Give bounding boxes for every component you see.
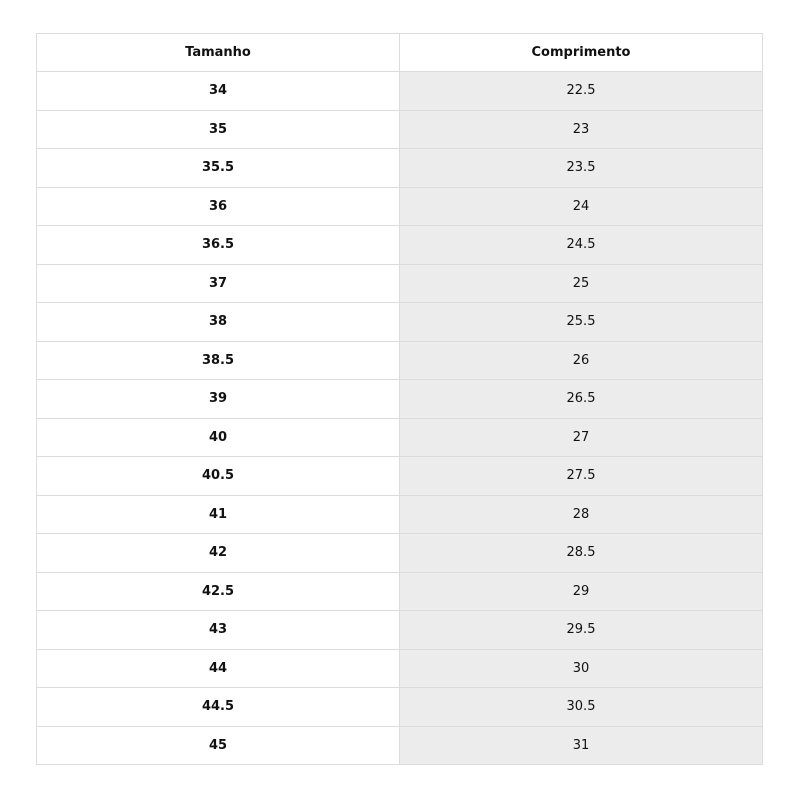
length-cell: 25.5 — [400, 303, 763, 342]
table-row — [37, 611, 763, 650]
size-chart-table — [36, 33, 763, 765]
length-cell: 29.5 — [400, 611, 763, 650]
size-cell: 45 — [37, 726, 400, 765]
size-cell: 44.5 — [37, 688, 400, 727]
size-cell: 40 — [37, 418, 400, 457]
length-cell: 23.5 — [400, 149, 763, 188]
table-row — [37, 534, 763, 573]
table-row — [37, 418, 763, 457]
size-cell: 39 — [37, 380, 400, 419]
length-cell: 25 — [400, 264, 763, 303]
table-row — [37, 264, 763, 303]
table-row — [37, 688, 763, 727]
table-row — [37, 726, 763, 765]
table-row — [37, 341, 763, 380]
table-row — [37, 572, 763, 611]
table-row — [37, 110, 763, 149]
size-cell: 42 — [37, 534, 400, 573]
header-row — [37, 34, 763, 72]
table-row — [37, 72, 763, 111]
length-cell: 27 — [400, 418, 763, 457]
table-header — [37, 34, 763, 72]
size-cell: 37 — [37, 264, 400, 303]
table-row — [37, 303, 763, 342]
length-cell: 26 — [400, 341, 763, 380]
length-cell: 22.5 — [400, 72, 763, 111]
length-cell: 26.5 — [400, 380, 763, 419]
length-cell: 23 — [400, 110, 763, 149]
size-cell: 44 — [37, 649, 400, 688]
size-cell: 38.5 — [37, 341, 400, 380]
length-cell: 29 — [400, 572, 763, 611]
length-cell: 24 — [400, 187, 763, 226]
length-cell: 30.5 — [400, 688, 763, 727]
length-cell: 28 — [400, 495, 763, 534]
table-row — [37, 649, 763, 688]
size-cell: 35.5 — [37, 149, 400, 188]
table-body — [37, 72, 763, 765]
size-cell: 35 — [37, 110, 400, 149]
table-row — [37, 187, 763, 226]
table-row — [37, 149, 763, 188]
size-cell: 41 — [37, 495, 400, 534]
size-cell: 43 — [37, 611, 400, 650]
table-row — [37, 226, 763, 265]
size-chart-container — [36, 33, 762, 765]
table-row — [37, 495, 763, 534]
length-cell: 27.5 — [400, 457, 763, 496]
length-cell: 24.5 — [400, 226, 763, 265]
table-row — [37, 457, 763, 496]
header-size: Tamanho — [37, 34, 400, 72]
size-cell: 42.5 — [37, 572, 400, 611]
length-cell: 31 — [400, 726, 763, 765]
length-cell: 28.5 — [400, 534, 763, 573]
table-row — [37, 380, 763, 419]
size-cell: 34 — [37, 72, 400, 111]
size-cell: 36 — [37, 187, 400, 226]
size-cell: 40.5 — [37, 457, 400, 496]
size-cell: 36.5 — [37, 226, 400, 265]
size-cell: 38 — [37, 303, 400, 342]
header-length: Comprimento — [400, 34, 763, 72]
length-cell: 30 — [400, 649, 763, 688]
